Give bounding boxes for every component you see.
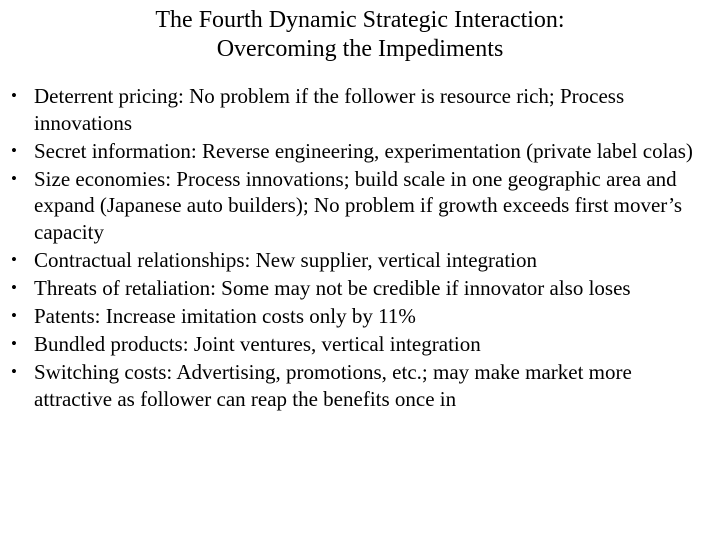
bullet-dot-icon: • <box>11 140 17 160</box>
bullet-text: Contractual relationships: New supplier, vertical integration <box>34 247 538 272</box>
bullet-text: Secret information: Reverse engineering, experimentation (private label colas) <box>34 138 693 163</box>
bullet-item-patents <box>0 303 720 330</box>
bullet-list <box>0 83 720 414</box>
bullet-item-secret-information <box>0 138 720 165</box>
bullet-item-switching-costs <box>0 359 720 412</box>
bullet-dot-icon: • <box>11 249 17 269</box>
bullet-dot-icon: • <box>11 86 17 105</box>
bullet-dot-icon: • <box>11 277 17 297</box>
bullet-text: Bundled products: Joint ventures, vertical integration <box>34 332 481 357</box>
bullet-item-bundled-products <box>0 331 720 358</box>
bullet-item-size-economies <box>0 166 720 246</box>
bullet-dot-icon: • <box>11 305 17 325</box>
bullet-dot-icon: • <box>11 334 17 354</box>
bullet-item-threats-of-retaliation <box>0 275 720 302</box>
slide-title <box>0 6 720 64</box>
bullet-dot-icon: • <box>11 168 17 188</box>
bullet-text: Size economies: Process innovations; build scale in one geographic area and expand (Japanese auto builders); No problem if growth exceeds first mover’s capacity <box>34 166 683 244</box>
bullet-item-contractual-relationships <box>0 247 720 274</box>
bullet-dot-icon: • <box>11 362 17 382</box>
bullet-text: Switching costs: Advertising, promotions, etc.; may make market more attractive as follower can reap the benefits once in <box>34 360 632 411</box>
bullet-item-deterrent-pricing <box>0 83 720 136</box>
bullet-text: Threats of retaliation: Some may not be credible if innovator also loses <box>34 275 631 300</box>
bullet-text: Deterrent pricing: No problem if the follower is resource rich; Process innovations <box>34 84 625 135</box>
bullet-text: Patents: Increase imitation costs only by 11% <box>34 303 416 328</box>
slide-title-line-2: Overcoming the Impediments <box>216 36 504 62</box>
slide-title-line-1: The Fourth Dynamic Strategic Interaction: <box>155 7 565 33</box>
